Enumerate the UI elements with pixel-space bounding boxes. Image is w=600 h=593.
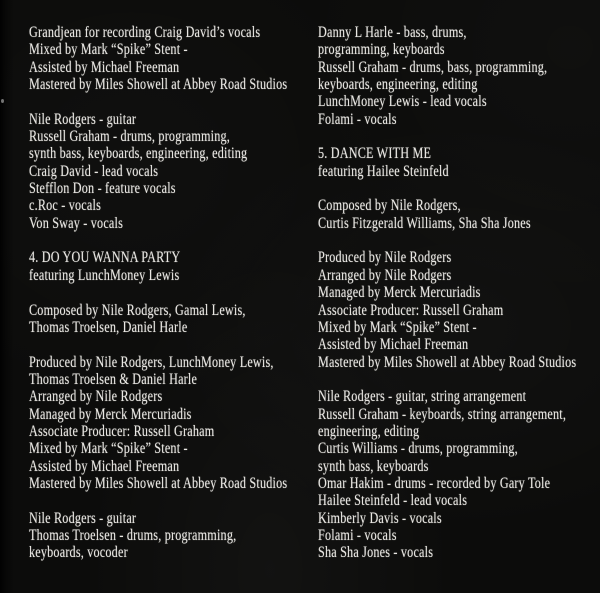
scan-speck bbox=[1, 99, 4, 103]
credit-line: engineering, editing bbox=[318, 422, 420, 440]
blank-line bbox=[318, 180, 576, 197]
credit-line: Mastered by Miles Showell at Abbey Road Studios bbox=[29, 474, 288, 492]
credit-line: Nile Rodgers - guitar bbox=[29, 509, 137, 527]
credit-line: Sha Sha Jones - vocals bbox=[318, 544, 434, 562]
credit-line: Produced by Nile Rodgers, LunchMoney Lewis, bbox=[29, 353, 274, 371]
credit-line: Omar Hakim - drums - recorded by Gary Tole bbox=[318, 474, 551, 492]
credit-line: Mixed by Mark “Spike” Stent - bbox=[318, 318, 477, 336]
credit-line: keyboards, engineering, editing bbox=[318, 76, 478, 94]
credit-line: Arranged by Nile Rodgers bbox=[318, 266, 452, 284]
credit-line: Assisted by Michael Freeman bbox=[318, 336, 469, 354]
credit-line: Grandjean for recording Craig David’s vocals bbox=[29, 24, 261, 41]
blank-line bbox=[29, 232, 287, 249]
credit-line: 4. DO YOU WANNA PARTY bbox=[29, 249, 181, 267]
credit-line: Arranged by Nile Rodgers bbox=[29, 388, 163, 406]
blank-line bbox=[318, 232, 576, 249]
credits-column-right bbox=[318, 24, 576, 562]
credit-line: Mixed by Mark “Spike” Stent - bbox=[29, 440, 188, 458]
credit-line: Thomas Troelsen - drums, programming, bbox=[29, 526, 237, 544]
credit-line: Danny L Harle - bass, drums, bbox=[318, 24, 467, 41]
credit-line: featuring Hailee Steinfeld bbox=[318, 162, 449, 180]
credit-line: Stefflon Don - feature vocals bbox=[29, 180, 176, 198]
credit-line: Russell Graham - keyboards, string arrangement, bbox=[318, 405, 567, 423]
credit-line: Associate Producer: Russell Graham bbox=[318, 301, 504, 319]
blank-line bbox=[29, 284, 287, 301]
credit-line: featuring LunchMoney Lewis bbox=[29, 266, 180, 284]
blank-line bbox=[29, 93, 287, 110]
credit-line: Folami - vocals bbox=[318, 110, 397, 128]
credit-line: Hailee Steinfeld - lead vocals bbox=[318, 492, 468, 510]
credit-line: Managed by Merck Mercuriadis bbox=[318, 284, 481, 302]
credit-line: Russell Graham - drums, bass, programming, bbox=[318, 58, 548, 76]
credit-line: Russell Graham - drums, programming, bbox=[29, 128, 231, 146]
credit-line: Curtis Fitzgerald Williams, Sha Sha Jones bbox=[318, 214, 531, 232]
credit-line: c.Roc - vocals bbox=[29, 197, 102, 215]
credit-line: Thomas Troelsen & Daniel Harle bbox=[29, 370, 198, 388]
credit-line: 5. DANCE WITH ME bbox=[318, 145, 432, 163]
credit-line: Produced by Nile Rodgers bbox=[318, 249, 452, 267]
credit-line: Folami - vocals bbox=[318, 526, 397, 544]
credit-line: keyboards, vocoder bbox=[29, 544, 128, 562]
credit-line: Associate Producer: Russell Graham bbox=[29, 422, 215, 440]
credit-line: LunchMoney Lewis - lead vocals bbox=[318, 93, 487, 111]
credit-line: Mastered by Miles Showell at Abbey Road Studios bbox=[318, 353, 577, 371]
credit-line: synth bass, keyboards, engineering, editing bbox=[29, 145, 248, 163]
blank-line bbox=[318, 371, 576, 388]
credit-line: Kimberly Davis - vocals bbox=[318, 509, 442, 527]
credit-line: Von Sway - vocals bbox=[29, 214, 124, 232]
credit-line: Composed by Nile Rodgers, Gamal Lewis, bbox=[29, 301, 246, 319]
credit-line: programming, keyboards bbox=[318, 41, 445, 59]
credit-line: Craig David - lead vocals bbox=[29, 162, 159, 180]
credit-line: Mastered by Miles Showell at Abbey Road Studios bbox=[29, 76, 288, 94]
blank-line bbox=[318, 128, 576, 145]
credits-column-left bbox=[29, 24, 287, 562]
credit-line: Curtis Williams - drums, programming, bbox=[318, 440, 518, 458]
blank-line bbox=[29, 492, 287, 509]
credit-line: Mixed by Mark “Spike” Stent - bbox=[29, 41, 188, 59]
credit-line: Thomas Troelsen, Daniel Harle bbox=[29, 318, 188, 336]
credit-line: synth bass, keyboards bbox=[318, 457, 429, 475]
credit-line: Nile Rodgers - guitar bbox=[29, 110, 137, 128]
credit-line: Nile Rodgers - guitar, string arrangement bbox=[318, 388, 527, 406]
credit-line: Assisted by Michael Freeman bbox=[29, 457, 180, 475]
credit-line: Assisted by Michael Freeman bbox=[29, 58, 180, 76]
credit-line: Composed by Nile Rodgers, bbox=[318, 197, 461, 215]
credit-line: Managed by Merck Mercuriadis bbox=[29, 405, 192, 423]
blank-line bbox=[29, 336, 287, 353]
